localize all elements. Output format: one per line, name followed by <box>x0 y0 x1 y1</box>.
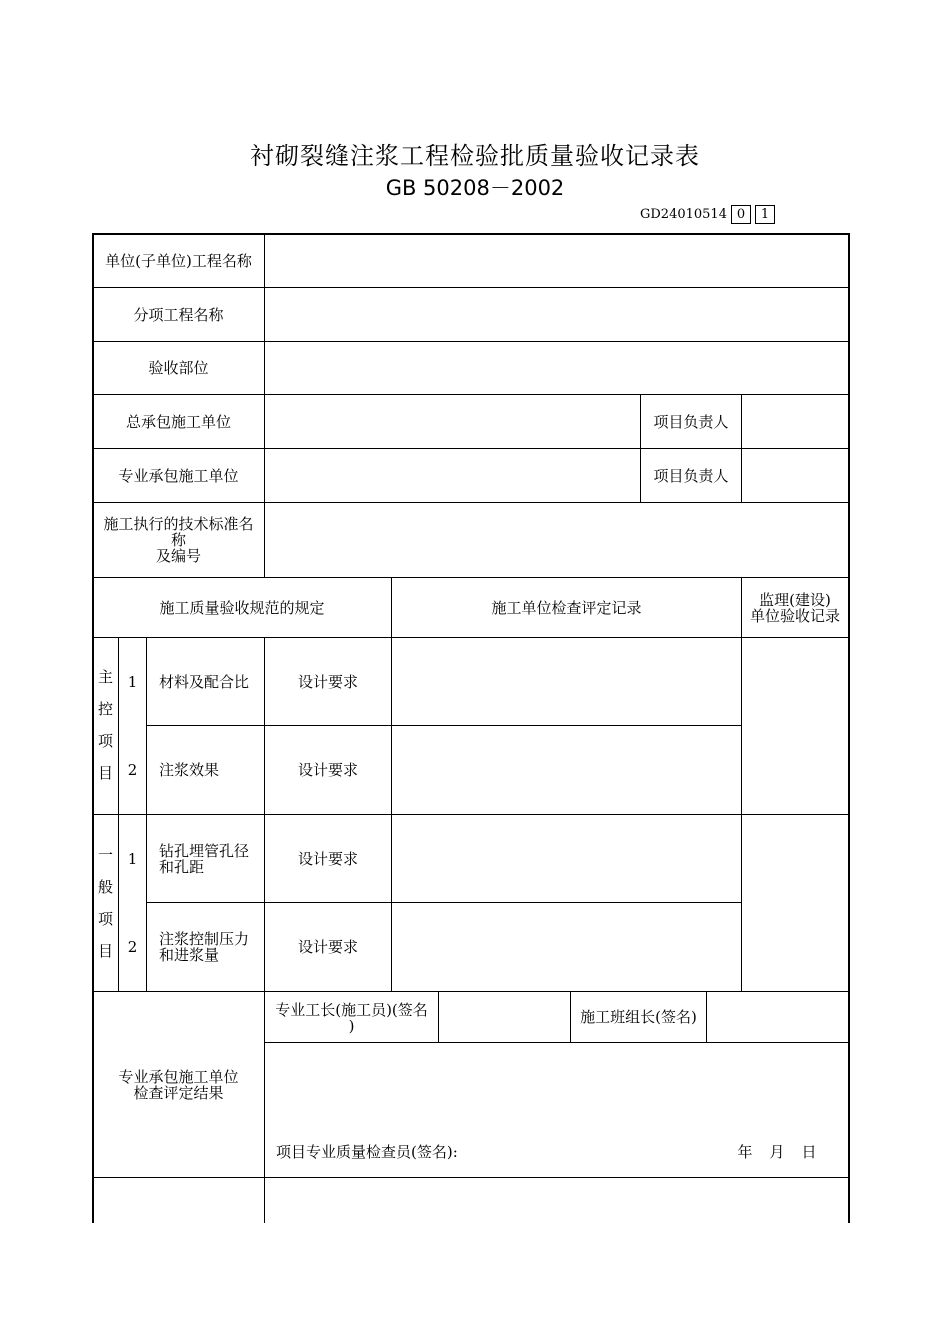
general-item-2-name-line2: 和进浆量 <box>159 946 220 964</box>
tech-standard-label-line3: 及编号 <box>155 547 201 565</box>
general-item-1-name <box>147 815 264 902</box>
team-leader-signature-label: 施工班组长(签名) <box>580 1008 697 1026</box>
main-group-char: 目 <box>97 764 113 782</box>
foreman-signature-field[interactable] <box>439 992 570 1042</box>
unit-project-name-label: 单位(子单位)工程名称 <box>105 251 252 270</box>
contractor-result-label-line1: 专业承包施工单位 <box>118 1067 239 1086</box>
form-code-prefix: GD24010514 <box>640 206 727 222</box>
main-group-char: 控 <box>97 700 113 718</box>
general-item-1-name-line1: 钻孔埋管孔径 <box>159 841 250 860</box>
team-leader-signature-field[interactable] <box>707 992 848 1042</box>
contractor-result-label-line2: 检查评定结果 <box>133 1083 224 1102</box>
acceptance-part-label: 验收部位 <box>148 359 209 377</box>
general-items-supervisor-record[interactable] <box>742 815 848 991</box>
supervisor-column-header <box>742 578 848 637</box>
date-month: 月 <box>769 1143 785 1161</box>
general-item-1-name-line2: 和孔距 <box>159 857 205 876</box>
tech-standard-label <box>93 503 264 577</box>
project-manager-value-1[interactable] <box>742 395 848 448</box>
date-day: 日 <box>801 1143 817 1161</box>
general-group-char: 项 <box>97 910 113 928</box>
main-item-2-req: 设计要求 <box>297 761 358 779</box>
spec-column-header: 施工质量验收规范的规定 <box>159 598 325 617</box>
main-item-1-no: 1 <box>127 672 138 691</box>
main-item-2-no: 2 <box>127 761 138 779</box>
project-manager-label-1: 项目负责人 <box>653 412 729 431</box>
subproject-name-label: 分项工程名称 <box>133 305 224 324</box>
main-items-group-label <box>93 660 118 790</box>
general-group-char: 目 <box>97 942 113 960</box>
tech-standard-value[interactable] <box>265 503 848 577</box>
contractor-result-label <box>93 992 264 1177</box>
tech-standard-label-line1: 施工执行的技术标准名 <box>103 515 254 533</box>
general-item-2-no: 2 <box>127 938 138 956</box>
standard-number: GB 50208－2002 <box>385 176 565 200</box>
tech-standard-label-line2: 称 <box>170 531 186 549</box>
main-item-2-record[interactable] <box>392 726 741 814</box>
general-item-1-req: 设计要求 <box>297 849 358 868</box>
form-code-box-1: 0 <box>731 205 751 224</box>
project-manager-value-2[interactable] <box>742 449 848 502</box>
date-year: 年 <box>737 1143 753 1161</box>
main-item-1-record[interactable] <box>392 638 741 725</box>
main-item-2-name: 注浆效果 <box>159 761 220 779</box>
general-group-char: 般 <box>97 878 113 896</box>
general-item-1-record[interactable] <box>392 815 741 902</box>
form-code-box-2: 1 <box>755 205 775 224</box>
next-section-label <box>93 1178 264 1223</box>
form-code <box>640 204 840 224</box>
subproject-name-value[interactable] <box>265 288 848 341</box>
supervisor-header-line2: 单位验收记录 <box>749 606 840 625</box>
general-item-1-no: 1 <box>127 849 138 868</box>
main-group-char: 项 <box>97 732 113 750</box>
main-group-char: 主 <box>97 668 113 686</box>
form-title: 衬砌裂缝注浆工程检验批质量验收记录表 <box>250 142 700 170</box>
general-contractor-label: 总承包施工单位 <box>125 412 231 431</box>
contractor-record-column-header: 施工单位检查评定记录 <box>491 598 642 617</box>
specialty-contractor-label: 专业承包施工单位 <box>118 466 239 485</box>
acceptance-part-value[interactable] <box>265 342 848 394</box>
specialty-contractor-value[interactable] <box>265 449 640 502</box>
general-item-2-record[interactable] <box>392 903 741 991</box>
general-item-2-name-line1: 注浆控制压力 <box>159 930 250 948</box>
general-items-group-label <box>93 838 118 968</box>
foreman-signature-label <box>265 992 438 1042</box>
quality-inspector-signature-label: 项目专业质量检查员(签名): <box>276 1143 458 1161</box>
main-item-1-req: 设计要求 <box>297 672 358 691</box>
project-manager-label-2: 项目负责人 <box>653 466 729 485</box>
foreman-label-line2: ) <box>348 1017 355 1035</box>
main-items-supervisor-record[interactable] <box>742 638 848 814</box>
general-item-2-name <box>147 903 264 991</box>
next-section-content[interactable] <box>265 1178 848 1223</box>
supervisor-header-line1: 监理(建设) <box>759 590 831 609</box>
foreman-label-line1: 专业工长(施工员)(签名 <box>275 1001 428 1019</box>
general-group-char: 一 <box>97 846 113 864</box>
general-contractor-value[interactable] <box>265 395 640 448</box>
general-item-2-req: 设计要求 <box>297 938 358 956</box>
unit-project-name-value[interactable] <box>265 234 848 287</box>
main-item-1-name: 材料及配合比 <box>159 672 250 691</box>
